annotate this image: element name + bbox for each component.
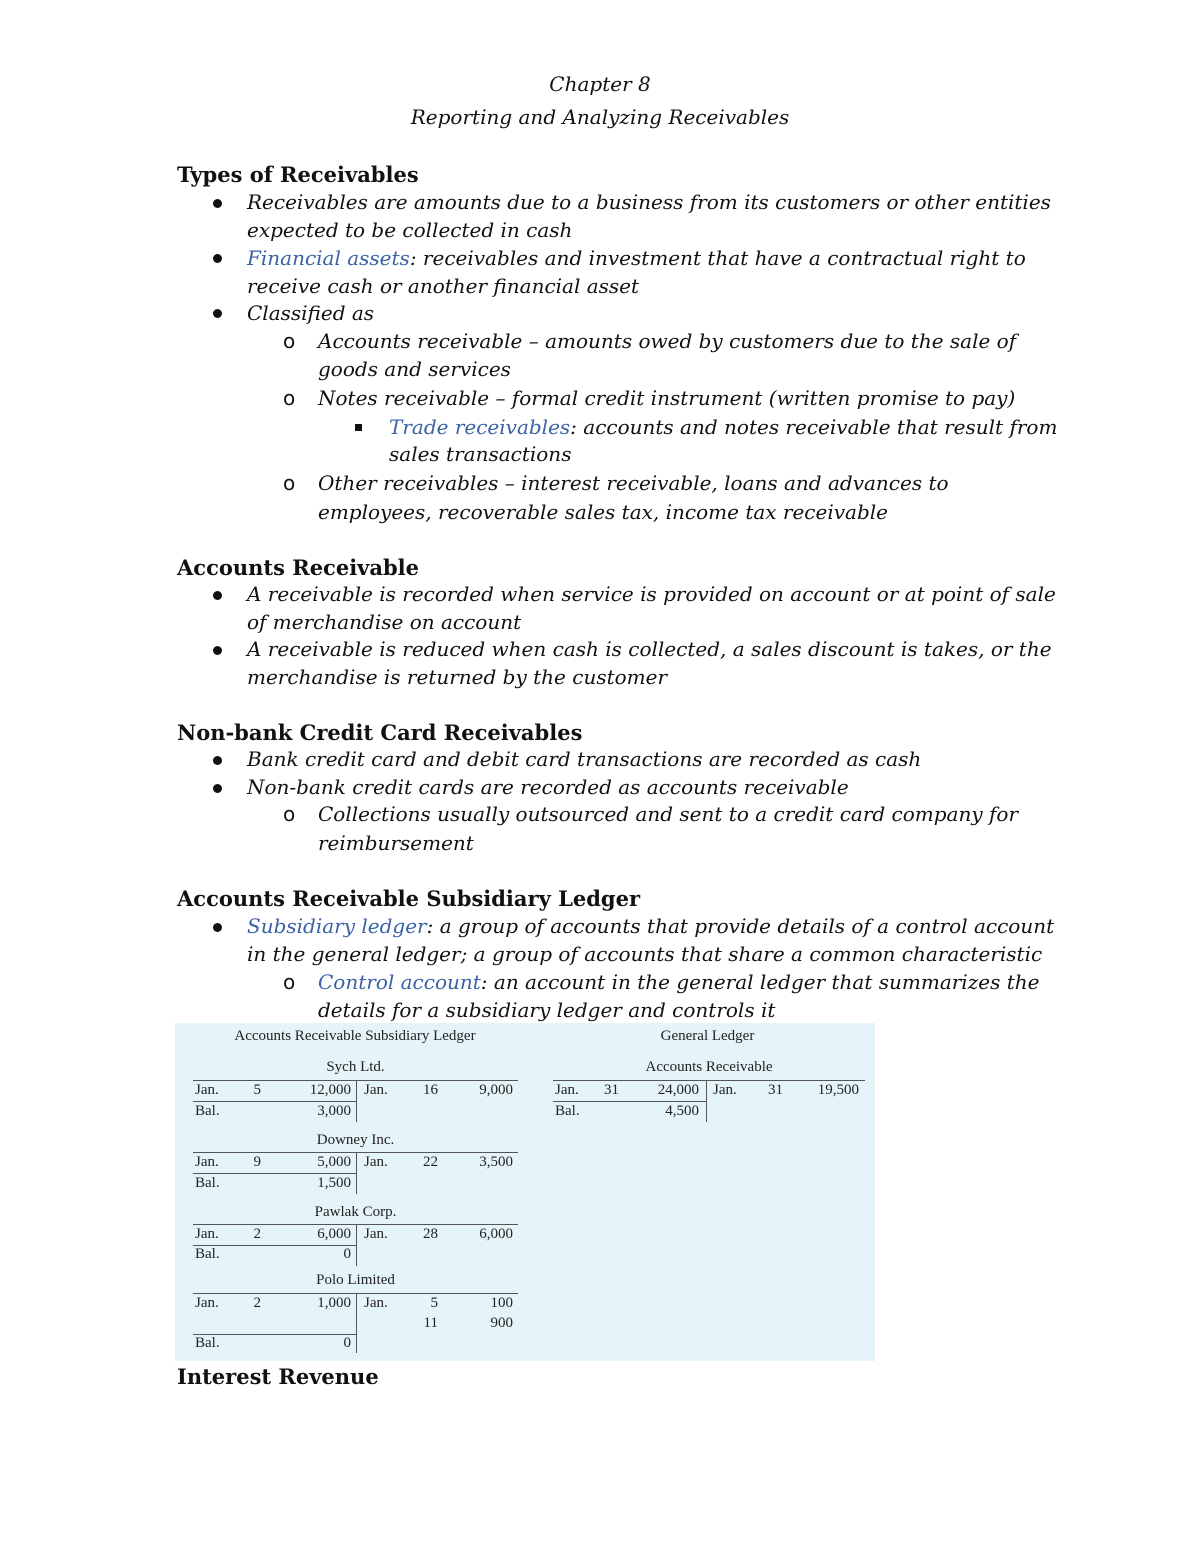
bullet-dot-icon [213,199,222,208]
hollow-circle-bullet-icon: o [283,386,296,410]
bullet-dot-icon [213,784,222,793]
entry-amount: 19,500 [817,1082,859,1098]
text-line: A receivable is recorded when service is provided on account or at point of sale [247,582,1056,606]
text-fragment: : accounts and notes receivable that result from [570,415,1058,439]
balance-amount: 0 [343,1246,351,1262]
control-account-name: Accounts Receivable [645,1059,773,1075]
entry-day: 31 [768,1082,783,1098]
term-financial-assets: Financial assets [247,246,410,270]
account-name: Downey Inc. [316,1132,395,1148]
hollow-circle-bullet-icon: o [283,471,296,495]
entry-day: 31 [604,1082,619,1098]
heading-ar-subsidiary-ledger: Accounts Receivable Subsidiary Ledger [177,886,641,911]
text-line: A receivable is reduced when cash is collected, a sales discount is takes, or the [247,637,1052,661]
hollow-circle-bullet-icon: o [283,802,296,826]
text-line: Collections usually outsourced and sent to a credit card company for [318,802,1019,826]
text-line: in the general ledger; a group of accounts that share a common characteristic [247,942,1043,966]
text-line [247,914,1054,938]
entry-day: 28 [423,1226,438,1242]
entry-day: 2 [253,1226,261,1242]
entry-amount: 6,000 [317,1226,351,1242]
balance-amount: 1,500 [317,1175,351,1191]
entry-amount: 5,000 [317,1154,351,1170]
entry-month: Jan. [364,1082,388,1098]
heading-accounts-receivable: Accounts Receivable [177,555,420,580]
t-account-divider [356,1224,357,1266]
balance-label: Bal. [555,1103,580,1119]
entry-amount: 900 [490,1315,513,1331]
heading-non-bank-credit-card-receivables: Non-bank Credit Card Receivables [177,720,583,745]
t-account-divider [356,1080,357,1122]
entry-day: 5 [430,1295,438,1311]
balance-rule [193,1173,356,1174]
text-line: Classified as [247,301,375,325]
text-line: sales transactions [389,442,572,466]
entry-amount: 6,000 [479,1226,513,1242]
entry-month: Jan. [713,1082,737,1098]
chapter-subtitle: Reporting and Analyzing Receivables [410,105,790,129]
t-account-divider [356,1152,357,1194]
term-subsidiary-ledger: Subsidiary ledger [247,914,427,938]
heading-types-of-receivables: Types of Receivables [177,162,419,187]
t-account-rule [553,1080,865,1081]
square-bullet-icon [355,424,362,431]
text-line: expected to be collected in cash [247,218,573,242]
entry-month: Jan. [195,1154,219,1170]
balance-amount: 0 [343,1335,351,1351]
text-fragment: : receivables and investment that have a contractual right to [409,246,1026,270]
bullet-dot-icon [213,756,222,765]
bullet-dot-icon [213,646,222,655]
balance-amount: 4,500 [665,1103,699,1119]
text-line: receive cash or another financial asset [247,274,640,298]
bullet-dot-icon [213,591,222,600]
subsidiary-ledger-title: Accounts Receivable Subsidiary Ledger [234,1028,476,1044]
bullet-dot-icon [213,309,222,318]
ledger-figure [175,1023,875,1361]
text-line: Non-bank credit cards are recorded as accounts receivable [247,775,849,799]
entry-day: 2 [253,1295,261,1311]
entry-amount: 1,000 [317,1295,351,1311]
t-account-divider [706,1080,707,1122]
t-account-divider [356,1293,357,1353]
balance-amount: 3,000 [317,1103,351,1119]
text-line: goods and services [318,357,511,381]
account-name: Sych Ltd. [326,1059,385,1075]
text-line: Other receivables – interest receivable, loans and advances to [318,471,949,495]
text-line [318,970,1039,994]
term-trade-receivables: Trade receivables [389,415,571,439]
entry-amount: 24,000 [657,1082,699,1098]
balance-label: Bal. [195,1246,220,1262]
entry-month: Jan. [195,1082,219,1098]
entry-day: 16 [423,1082,438,1098]
text-line: Bank credit card and debit card transactions are recorded as cash [247,747,922,771]
hollow-circle-bullet-icon: o [283,329,296,353]
text-line: employees, recoverable sales tax, income tax receivable [318,500,888,524]
term-control-account: Control account [318,970,481,994]
entry-month: Jan. [364,1226,388,1242]
general-ledger-title: General Ledger [660,1028,755,1044]
entry-day: 9 [253,1154,261,1170]
heading-interest-revenue: Interest Revenue [177,1364,379,1389]
entry-amount: 3,500 [479,1154,513,1170]
entry-day: 11 [423,1315,438,1331]
balance-rule [553,1101,706,1102]
balance-label: Bal. [195,1103,220,1119]
text-fragment: : an account in the general ledger that summarizes the [480,970,1040,994]
entry-month: Jan. [364,1295,388,1311]
text-fragment: : a group of accounts that provide details of a control account [426,914,1055,938]
hollow-circle-bullet-icon: o [283,970,296,994]
text-line: Accounts receivable – amounts owed by customers due to the sale of [318,329,1017,353]
entry-month: Jan. [195,1295,219,1311]
text-line [389,415,1057,439]
text-line [247,246,1026,270]
entry-day: 5 [253,1082,261,1098]
entry-month: Jan. [364,1154,388,1170]
entry-month: Jan. [195,1226,219,1242]
account-name: Pawlak Corp. [314,1204,397,1220]
text-line: Notes receivable – formal credit instrument (written promise to pay) [318,386,1016,410]
text-line: Receivables are amounts due to a business from its customers or other entities [247,190,1051,214]
account-name: Polo Limited [316,1272,395,1288]
entry-amount: 12,000 [309,1082,351,1098]
entry-day: 22 [423,1154,438,1170]
balance-label: Bal. [195,1175,220,1191]
balance-rule [193,1101,356,1102]
text-line: details for a subsidiary ledger and controls it [318,998,776,1022]
text-line: of merchandise on account [247,610,522,634]
bullet-dot-icon [213,923,222,932]
entry-amount: 9,000 [479,1082,513,1098]
bullet-dot-icon [213,254,222,263]
text-line: merchandise is returned by the customer [247,665,668,689]
chapter-title: Chapter 8 [549,72,651,96]
balance-label: Bal. [195,1335,220,1351]
entry-month: Jan. [555,1082,579,1098]
text-line: reimbursement [318,831,474,855]
entry-amount: 100 [490,1295,513,1311]
